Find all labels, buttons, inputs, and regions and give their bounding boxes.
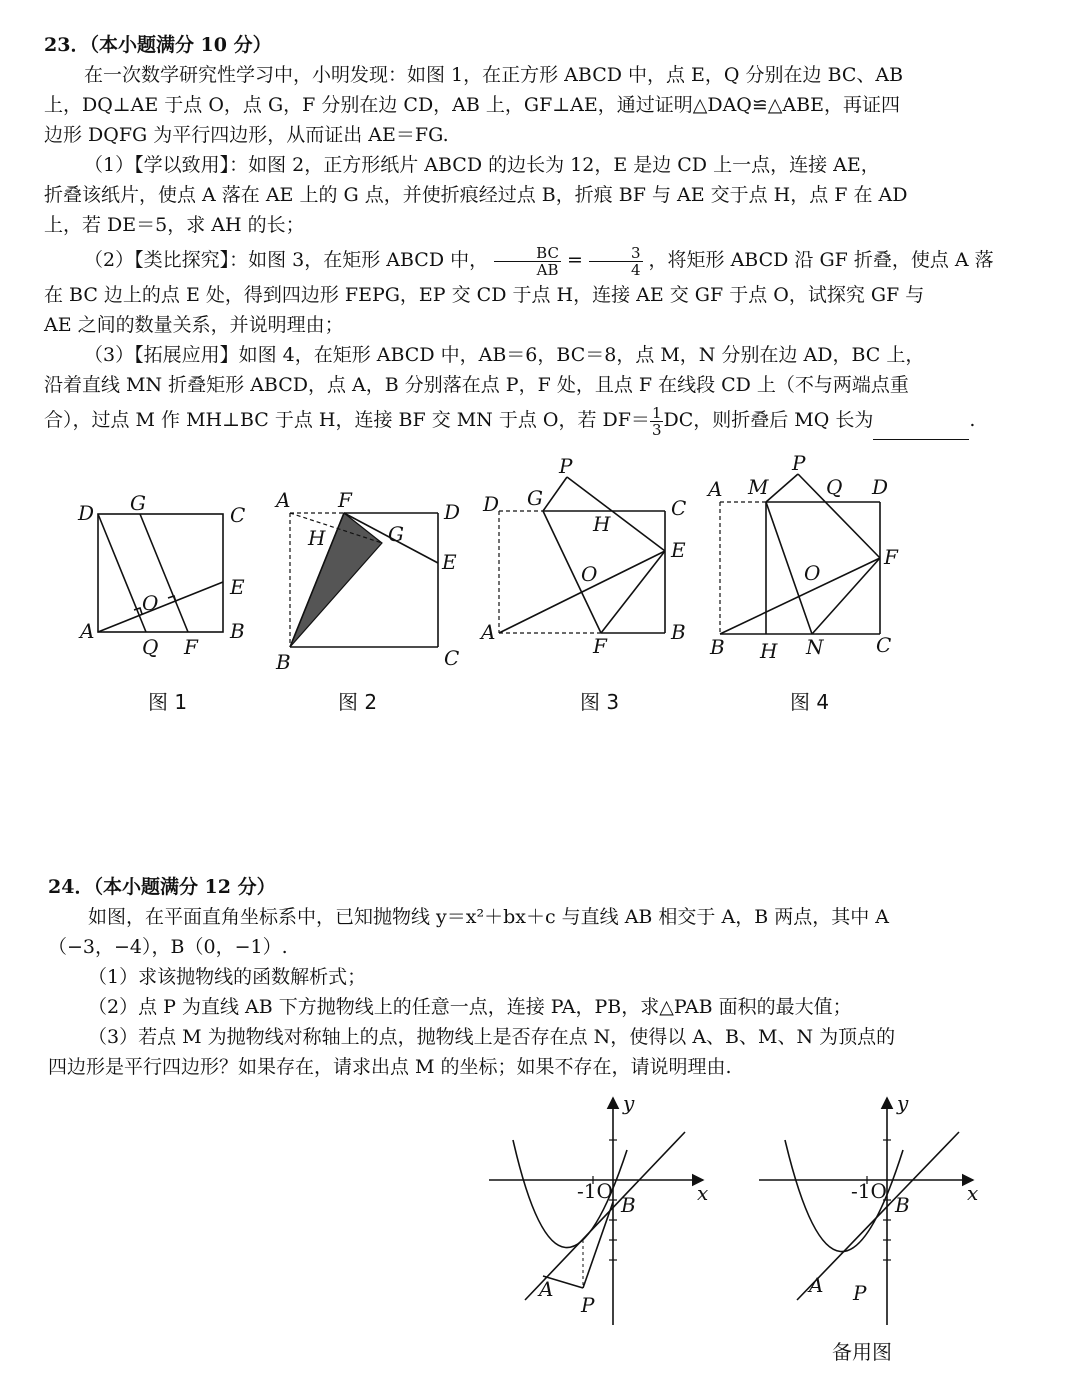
graph1-line-ab [525, 1132, 685, 1300]
graph2-label-b: B [895, 1193, 910, 1217]
caption-figure-2: 图 2 [338, 690, 378, 714]
graph1-label-y: y [623, 1091, 635, 1115]
fig3-label-f: F [593, 634, 607, 658]
fig1-label-c: C [230, 503, 246, 527]
figure-4 [700, 452, 910, 667]
q23-part2-line1 [44, 240, 1044, 280]
fig2-label-h: H [308, 526, 326, 550]
q23-title: 23．（本小题满分 10 分） [44, 34, 272, 56]
fig4-line-bf [720, 558, 880, 634]
fig1-line-ae [98, 582, 223, 632]
fig3-label-c: C [671, 496, 687, 520]
frac-num-3: 3 [589, 245, 643, 262]
q23-part1-line2: 折叠该纸片，使点 A 落在 AE 上的 G 点，并使折痕经过点 B，折痕 BF 与 AE 交于点 H，点 F 在 AD [44, 184, 908, 206]
fig1-label-o: O [142, 591, 159, 615]
fig3-edge-fe [601, 551, 665, 633]
q23-part3-post: DC，则折叠后 MQ 长为 [663, 409, 874, 431]
graph2-label-y: y [897, 1091, 909, 1115]
fig3-label-g: G [527, 486, 543, 510]
q23-part1-line3: 上，若 DE＝5，求 AH 的长； [44, 214, 305, 236]
fig3-label-a: A [481, 620, 496, 644]
q24-intro-line1: 如图，在平面直角坐标系中，已知抛物线 y＝x²＋bx＋c 与直线 AB 相交于 A，B 两点，其中 A [88, 906, 889, 928]
q23-part3-pre: 合），过点 M 作 MH⊥BC 于点 H，连接 BF 交 MN 于点 O，若 DF＝ [44, 409, 650, 431]
fig3-edge-pe [567, 477, 665, 551]
fig3-label-o: O [581, 562, 598, 586]
q23-intro-line3: 边形 DQFG 为平行四边形，从而证出 AE＝FG. [44, 124, 449, 146]
fig2-label-e: E [442, 550, 457, 574]
fig2-label-g: G [388, 522, 404, 546]
q23-part2-line2: 在 BC 边上的点 E 处，得到四边形 FEPG，EP 交 CD 于点 H，连接 AE 交 GF 于点 O，试探究 GF 与 [44, 284, 925, 306]
graph-main [485, 1090, 720, 1330]
fig3-label-b: B [671, 620, 686, 644]
q24-part2: （2）点 P 为直线 AB 下方抛物线上的任意一点，连接 PA，PB，求△PAB 面积的最大值； [88, 996, 852, 1018]
ratio-bc-ab [494, 245, 561, 278]
graph1-label-b: B [621, 1193, 636, 1217]
caption-spare-figure: 备用图 [832, 1340, 892, 1364]
q23-part2-post: ，将矩形 ABCD 沿 GF 折叠，使点 A 落 [648, 249, 994, 271]
frac-num-1: 1 [651, 403, 662, 422]
graph1-segment-pb [583, 1202, 613, 1288]
caption-figure-1: 图 1 [148, 690, 188, 714]
frac-num-bc: BC [494, 245, 561, 262]
fig4-label-m: M [748, 475, 769, 499]
graph2-label-x: x [967, 1181, 979, 1205]
fig4-label-q: Q [826, 475, 843, 499]
graph2-label-a: A [809, 1273, 824, 1297]
fig4-edge-mp [766, 474, 798, 502]
q23-part1-line1: （1）【学以致用】：如图 2，正方形纸片 ABCD 的边长为 12，E 是边 CD 上一点，连接 AE， [84, 154, 880, 176]
fig1-label-b: B [230, 619, 245, 643]
fig1-square [98, 514, 223, 632]
fig4-label-b: B [710, 635, 725, 659]
fig1-line-dq [98, 514, 146, 632]
question-23 [44, 30, 1044, 440]
q23-part2-line3: AE 之间的数量关系，并说明理由； [44, 314, 344, 336]
answer-blank [873, 421, 969, 440]
fig3-label-d: D [483, 492, 500, 516]
graph2-label-origin: -1O [851, 1179, 887, 1203]
q23-part2-pre: （2）【类比探究】：如图 3，在矩形 ABCD 中， [84, 249, 489, 271]
fig3-edge-gp [543, 477, 567, 511]
q24-part3-line2: 四边形是平行四边形？如果存在，请求出点 M 的坐标；如果不存在，请说明理由. [48, 1056, 732, 1078]
q23-part3-line3 [44, 400, 1044, 440]
q23-part3-line1: （3）【拓展应用】如图 4，在矩形 ABCD 中，AB＝6，BC＝8，点 M，N 分别在边 AD，BC 上， [84, 344, 925, 366]
frac-den-ab: AB [536, 260, 559, 279]
fig2-label-c: C [444, 646, 460, 670]
graph1-label-origin: -1O [577, 1179, 613, 1203]
q23-intro-line2: 上，DQ⊥AE 于点 O，点 G，F 分别在边 CD，AB 上，GF⊥AE，通过证明△DAQ≌△ABE，再证四 [44, 94, 900, 116]
frac-den-3: 3 [651, 420, 662, 439]
figure-1 [70, 490, 270, 670]
fig1-label-q: Q [142, 635, 159, 659]
caption-figure-3: 图 3 [580, 690, 620, 714]
fig4-edge-nf [812, 558, 880, 634]
fig1-label-e: E [230, 575, 245, 599]
fig4-label-h: H [760, 639, 778, 663]
fig3-label-e: E [671, 538, 686, 562]
fig4-label-p: P [792, 452, 806, 475]
q24-title: 24．（本小题满分 12 分） [48, 876, 276, 898]
graph1-label-a: A [539, 1277, 554, 1301]
q24-intro-line2: （−3，−4），B（0，−1）. [48, 936, 288, 958]
graph2-label-p: P [853, 1281, 867, 1305]
fig1-label-a: A [80, 619, 95, 643]
ratio-1-3 [650, 405, 664, 438]
figure-3 [475, 455, 695, 665]
fig3-label-h: H [593, 512, 611, 536]
fig3-label-p: P [559, 455, 573, 478]
frac-den-4: 4 [630, 260, 641, 279]
q24-part3-line1: （3）若点 M 为抛物线对称轴上的点，抛物线上是否存在点 N，使得以 A、B、M、N 为顶点的 [88, 1026, 896, 1048]
fig2-label-b: B [276, 650, 291, 674]
ratio-3-4 [589, 245, 643, 278]
fig2-label-f: F [338, 488, 352, 512]
fig1-label-d: D [78, 501, 95, 525]
question-24 [48, 872, 1048, 1082]
graph1-label-x: x [697, 1181, 709, 1205]
fig4-label-a: A [708, 477, 723, 501]
q24-part1: （1）求该抛物线的函数解析式； [88, 966, 367, 988]
fig4-label-o: O [804, 561, 821, 585]
fig2-label-a: A [276, 488, 291, 512]
q23-part3-line2: 沿着直线 MN 折叠矩形 ABCD，点 A，B 分别落在点 P，F 处，且点 F 在线段 CD 上（不与两端点重 [44, 374, 909, 396]
caption-figure-4: 图 4 [790, 690, 830, 714]
fig2-label-d: D [444, 500, 461, 524]
fig4-label-d: D [872, 475, 889, 499]
fig1-label-g: G [130, 491, 146, 515]
graph-spare [755, 1090, 990, 1330]
figure-2 [270, 485, 470, 675]
fig4-label-c: C [876, 633, 892, 657]
fig1-label-f: F [184, 635, 198, 659]
q23-intro-line1: 在一次数学研究性学习中，小明发现：如图 1，在正方形 ABCD 中，点 E，Q 分别在边 BC、AB [84, 64, 904, 86]
graph1-label-p: P [581, 1293, 595, 1317]
fig4-label-f: F [884, 545, 898, 569]
ratio-equals: = [566, 249, 583, 271]
q23-part3-end: . [969, 409, 976, 431]
fig4-label-n: N [806, 635, 824, 659]
